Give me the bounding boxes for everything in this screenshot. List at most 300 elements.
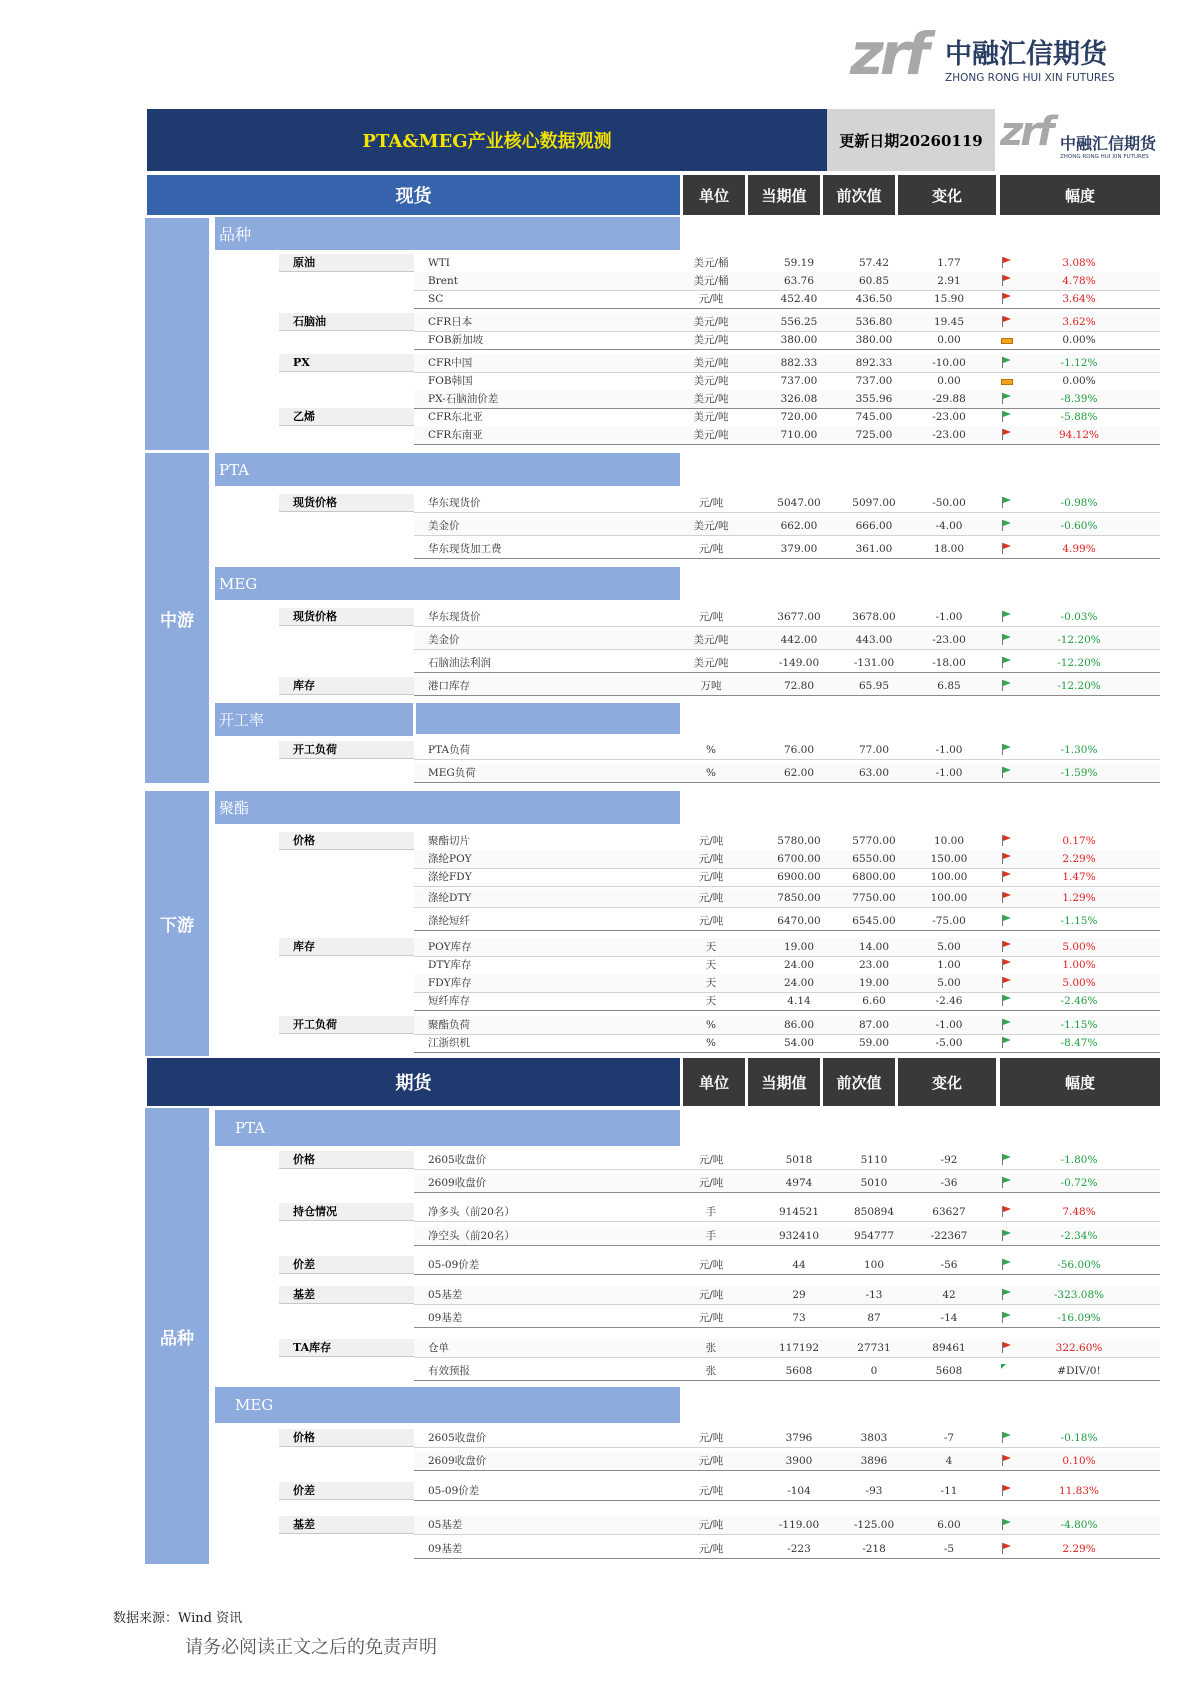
fut-col-head-change: 变化	[898, 1058, 996, 1106]
red-flag-icon	[1000, 956, 1014, 974]
previous-value: 850894	[853, 1206, 895, 1218]
pct-value: 5.00%	[1062, 941, 1096, 953]
change-value: 5.00	[937, 941, 961, 953]
change-value: -1.00	[935, 1019, 963, 1031]
unit-value: 手	[705, 1206, 717, 1218]
table-row	[414, 1362, 1160, 1381]
row-category-label: 基差	[279, 1516, 414, 1534]
table-row	[414, 1309, 1160, 1328]
table-row	[414, 1256, 1160, 1275]
table-row	[414, 1540, 1160, 1559]
table-row	[414, 426, 1160, 445]
current-value: 5047.00	[777, 497, 821, 509]
change-value: -1.00	[935, 767, 963, 779]
row-category-label: 现货价格	[279, 494, 414, 512]
row-category-label: 库存	[279, 938, 414, 956]
unit-value: 元/吨	[698, 892, 724, 904]
green-flag-icon	[1000, 1516, 1014, 1534]
current-value: 29	[792, 1289, 806, 1301]
company-logo-top	[850, 20, 1120, 88]
futures-sidebar: 品种	[145, 1108, 209, 1564]
item-name: 2609收盘价	[428, 1455, 487, 1467]
previous-value: -218	[862, 1543, 886, 1555]
change-value: 5608	[935, 1365, 963, 1377]
unit-value: 美元/吨	[693, 316, 729, 328]
red-flag-icon	[1000, 272, 1014, 290]
unit-value: 元/吨	[698, 835, 724, 847]
row-category-label: 价差	[279, 1256, 414, 1274]
change-value: -29.88	[932, 393, 966, 405]
row-category-label: PX	[279, 354, 414, 372]
change-value: 4	[945, 1455, 953, 1467]
table-row	[414, 956, 1160, 975]
previous-value: 737.00	[855, 375, 893, 387]
futures-section-title: 期货	[147, 1058, 680, 1106]
change-value: -23.00	[932, 411, 966, 423]
table-row	[414, 677, 1160, 696]
previous-value: 14.00	[858, 941, 890, 953]
pct-value: 3.62%	[1062, 316, 1096, 328]
table-row	[414, 313, 1160, 332]
change-value: -23.00	[932, 429, 966, 441]
unit-value: 张	[705, 1365, 717, 1377]
previous-value: -13	[865, 1289, 883, 1301]
fut-col-head-current: 当期值	[748, 1058, 820, 1106]
row-category-label: TA库存	[279, 1339, 414, 1357]
table-row	[414, 1516, 1160, 1535]
green-flag-icon	[1000, 992, 1014, 1010]
table-row	[414, 741, 1160, 760]
error-triangle-icon	[1000, 1362, 1014, 1380]
unit-value: 美元/桶	[693, 275, 729, 287]
current-value: 3796	[785, 1432, 813, 1444]
item-name: 涤纶短纤	[428, 915, 470, 927]
table-row	[414, 631, 1160, 650]
unit-value: 元/吨	[698, 497, 724, 509]
green-flag-icon	[1000, 1227, 1014, 1245]
item-name: 华东现货价	[428, 497, 481, 509]
pct-value: 94.12%	[1058, 429, 1100, 441]
pct-value: -12.20%	[1057, 634, 1101, 646]
company-logo-small	[1000, 109, 1165, 171]
row-category-label: 价差	[279, 1482, 414, 1500]
current-value: 86.00	[783, 1019, 815, 1031]
current-value: 3677.00	[777, 611, 821, 623]
previous-value: 7750.00	[852, 892, 896, 904]
pct-value: -1.59%	[1060, 767, 1098, 779]
current-value: 662.00	[780, 520, 818, 532]
change-value: -18.00	[932, 657, 966, 669]
change-value: 6.85	[937, 680, 961, 692]
item-name: 聚酯负荷	[428, 1019, 470, 1031]
table-row	[414, 254, 1160, 273]
group-pta-spot: PTA	[215, 453, 680, 486]
change-value: 100.00	[930, 871, 968, 883]
current-value: 62.00	[783, 767, 815, 779]
previous-value: 23.00	[858, 959, 890, 971]
change-value: -2.46	[935, 995, 963, 1007]
red-flag-icon	[1000, 313, 1014, 331]
green-flag-icon	[1000, 764, 1014, 782]
pct-value: 7.48%	[1062, 1206, 1096, 1218]
item-name: 2605收盘价	[428, 1154, 487, 1166]
item-name: 05-09价差	[428, 1485, 480, 1497]
pct-value: 2.29%	[1062, 1543, 1096, 1555]
pct-value: #DIV/0!	[1057, 1365, 1101, 1377]
current-value: 73	[792, 1312, 806, 1324]
unit-value: 天	[705, 995, 717, 1007]
logo-letters: zrf	[850, 20, 926, 88]
previous-value: 892.33	[855, 357, 893, 369]
current-value: 4.14	[787, 995, 811, 1007]
group-polyester: 聚酯	[215, 791, 680, 824]
previous-value: 65.95	[858, 680, 890, 692]
previous-value: -131.00	[853, 657, 895, 669]
pct-value: 3.64%	[1062, 293, 1096, 305]
red-flag-icon	[1000, 290, 1014, 308]
current-value: 63.76	[783, 275, 815, 287]
item-name: CFR中国	[428, 357, 473, 369]
table-row	[414, 1151, 1160, 1170]
green-flag-icon	[1000, 912, 1014, 930]
unit-value: 美元/吨	[693, 393, 729, 405]
previous-value: 666.00	[855, 520, 893, 532]
spot-section-title: 现货	[147, 175, 680, 215]
previous-value: 100	[863, 1259, 885, 1271]
item-name: CFR东北亚	[428, 411, 483, 423]
previous-value: 6800.00	[852, 871, 896, 883]
green-flag-icon	[1000, 1151, 1014, 1169]
green-flag-icon	[1000, 654, 1014, 672]
change-value: 0.00	[937, 375, 961, 387]
update-date: 更新日期20260119	[827, 109, 995, 171]
unit-value: 美元/吨	[693, 634, 729, 646]
col-head-unit: 单位	[683, 175, 745, 215]
report-title: PTA&MEG产业核心数据观测	[147, 109, 827, 171]
table-row	[414, 1339, 1160, 1358]
current-value: 59.19	[783, 257, 815, 269]
item-name: 05基差	[428, 1289, 463, 1301]
group-variety: 品种	[215, 217, 680, 250]
col-head-pct: 幅度	[1000, 175, 1160, 215]
col-head-current: 当期值	[748, 175, 820, 215]
current-value: -149.00	[778, 657, 820, 669]
pct-value: -1.15%	[1060, 1019, 1098, 1031]
green-flag-icon	[1000, 494, 1014, 512]
pct-value: -8.47%	[1060, 1037, 1098, 1049]
table-row	[414, 850, 1160, 869]
unit-value: 元/吨	[698, 1455, 724, 1467]
table-row	[414, 290, 1160, 309]
pct-value: 322.60%	[1055, 1342, 1103, 1354]
row-category-label: 石脑油	[279, 313, 414, 331]
current-value: 6900.00	[777, 871, 821, 883]
current-value: 452.40	[780, 293, 818, 305]
red-flag-icon	[1000, 1540, 1014, 1558]
previous-value: 6.60	[862, 995, 886, 1007]
red-flag-icon	[1000, 426, 1014, 444]
unit-value: 元/吨	[698, 1312, 724, 1324]
previous-value: 725.00	[855, 429, 893, 441]
pct-value: 11.83%	[1058, 1485, 1100, 1497]
company-name-en-small: ZHONG RONG HUI XIN FUTURES	[1060, 154, 1149, 160]
previous-value: 380.00	[855, 334, 893, 346]
current-value: 54.00	[783, 1037, 815, 1049]
previous-value: 3803	[860, 1432, 888, 1444]
green-flag-icon	[1000, 1429, 1014, 1447]
current-value: 76.00	[783, 744, 815, 756]
item-name: 涤纶FDY	[428, 871, 472, 883]
change-value: 42	[942, 1289, 956, 1301]
unit-value: 元/吨	[698, 1432, 724, 1444]
table-row	[414, 540, 1160, 559]
pct-value: 0.00%	[1062, 334, 1096, 346]
previous-value: 355.96	[855, 393, 893, 405]
red-flag-icon	[1000, 938, 1014, 956]
red-flag-icon	[1000, 1452, 1014, 1470]
previous-value: 5770.00	[852, 835, 896, 847]
group-rate-extension	[416, 703, 680, 734]
unit-value: 美元/吨	[693, 657, 729, 669]
current-value: 7850.00	[777, 892, 821, 904]
pct-value: -1.15%	[1060, 915, 1098, 927]
row-category-label: 原油	[279, 254, 414, 272]
pct-value: -1.80%	[1060, 1154, 1098, 1166]
item-name: PX-石脑油价差	[428, 393, 499, 405]
col-head-previous: 前次值	[823, 175, 895, 215]
current-value: 4974	[785, 1177, 813, 1189]
pct-value: 2.29%	[1062, 853, 1096, 865]
red-flag-icon	[1000, 540, 1014, 558]
current-value: 710.00	[780, 429, 818, 441]
pct-value: 1.47%	[1062, 871, 1096, 883]
item-name: DTY库存	[428, 959, 472, 971]
table-row	[414, 1034, 1160, 1053]
row-category-label: 价格	[279, 1151, 414, 1169]
item-name: FOB新加坡	[428, 334, 484, 346]
item-name: 有效预报	[428, 1365, 470, 1377]
sidebar-upstream	[145, 218, 209, 450]
table-row	[414, 1452, 1160, 1471]
table-row	[414, 331, 1160, 350]
unit-value: 元/吨	[698, 611, 724, 623]
fut-col-head-previous: 前次值	[823, 1058, 895, 1106]
unit-value: 元/吨	[698, 915, 724, 927]
item-name: 05基差	[428, 1519, 463, 1531]
change-value: 63627	[932, 1206, 966, 1218]
group-rate: 开工率	[215, 703, 413, 736]
pct-value: 0.00%	[1062, 375, 1096, 387]
row-category-label: 价格	[279, 1429, 414, 1447]
green-flag-icon	[1000, 741, 1014, 759]
previous-value: 361.00	[855, 543, 893, 555]
current-value: 5608	[785, 1365, 813, 1377]
previous-value: 3678.00	[852, 611, 896, 623]
red-flag-icon	[1000, 868, 1014, 886]
table-row	[414, 764, 1160, 783]
change-value: 150.00	[930, 853, 968, 865]
table-row	[414, 974, 1160, 993]
group-meg-spot: MEG	[215, 567, 680, 600]
logo-letters-small: zrf	[1000, 109, 1052, 155]
change-value: 2.91	[937, 275, 961, 287]
unit-value: 元/吨	[698, 1485, 724, 1497]
current-value: 3900	[785, 1455, 813, 1467]
green-flag-icon	[1000, 390, 1014, 408]
change-value: 1.77	[937, 257, 961, 269]
row-category-label: 持仓情况	[279, 1203, 414, 1221]
row-category-label: 开工负荷	[279, 1016, 414, 1034]
table-row	[414, 1016, 1160, 1035]
table-row	[414, 1227, 1160, 1246]
unit-value: 美元/吨	[693, 520, 729, 532]
unit-value: 美元/桶	[693, 257, 729, 269]
current-value: 19.00	[783, 941, 815, 953]
table-row	[414, 608, 1160, 627]
current-value: 72.80	[783, 680, 815, 692]
table-row	[414, 1482, 1160, 1501]
red-flag-icon	[1000, 1482, 1014, 1500]
table-row	[414, 832, 1160, 851]
unit-value: %	[706, 744, 716, 756]
item-name: 2605收盘价	[428, 1432, 487, 1444]
item-name: 涤纶POY	[428, 853, 472, 865]
red-flag-icon	[1000, 254, 1014, 272]
change-value: -10.00	[932, 357, 966, 369]
item-name: 09基差	[428, 1543, 463, 1555]
change-value: 0.00	[937, 334, 961, 346]
previous-value: 57.42	[858, 257, 890, 269]
current-value: 882.33	[780, 357, 818, 369]
change-value: 15.90	[933, 293, 965, 305]
green-flag-icon	[1000, 1256, 1014, 1274]
previous-value: 27731	[857, 1342, 891, 1354]
unit-value: 元/吨	[698, 1543, 724, 1555]
previous-value: 87	[867, 1312, 881, 1324]
sidebar-midstream: 中游	[145, 453, 209, 783]
change-value: -11	[940, 1485, 958, 1497]
pct-value: 5.00%	[1062, 977, 1096, 989]
unit-value: 元/吨	[698, 543, 724, 555]
table-row	[414, 517, 1160, 536]
item-name: FDY库存	[428, 977, 472, 989]
previous-value: 0	[870, 1365, 878, 1377]
table-row	[414, 1203, 1160, 1222]
group-meg-futures: MEG	[215, 1387, 680, 1423]
pct-value: -16.09%	[1057, 1312, 1101, 1324]
company-name-cn-small: 中融汇信期货	[1060, 134, 1157, 153]
change-value: -23.00	[932, 634, 966, 646]
pct-value: -56.00%	[1057, 1259, 1101, 1271]
unit-value: 元/吨	[698, 853, 724, 865]
table-row	[414, 938, 1160, 957]
previous-value: 87.00	[858, 1019, 890, 1031]
current-value: 380.00	[780, 334, 818, 346]
unit-value: 元/吨	[698, 1519, 724, 1531]
green-flag-icon	[1000, 608, 1014, 626]
unit-value: %	[706, 1037, 716, 1049]
current-value: 326.08	[780, 393, 818, 405]
unit-value: 元/吨	[698, 1154, 724, 1166]
red-flag-icon	[1000, 1203, 1014, 1221]
change-value: 19.45	[933, 316, 965, 328]
current-value: 442.00	[780, 634, 818, 646]
pct-value: -0.18%	[1060, 1432, 1098, 1444]
pct-value: 1.29%	[1062, 892, 1096, 904]
previous-value: 77.00	[858, 744, 890, 756]
previous-value: 60.85	[858, 275, 890, 287]
green-flag-icon	[1000, 1016, 1014, 1034]
col-head-change: 变化	[898, 175, 996, 215]
table-row	[414, 1174, 1160, 1193]
item-name: SC	[428, 293, 444, 305]
table-row	[414, 408, 1160, 427]
green-flag-icon	[1000, 354, 1014, 372]
change-value: -56	[940, 1259, 958, 1271]
row-category-label: 乙烯	[279, 408, 414, 426]
pct-value: -12.20%	[1057, 657, 1101, 669]
table-row	[414, 390, 1160, 409]
previous-value: 745.00	[855, 411, 893, 423]
disclaimer: 请务必阅读正文之后的免责声明	[185, 1637, 437, 1658]
change-value: 89461	[932, 1342, 966, 1354]
change-value: -7	[943, 1432, 955, 1444]
current-value: 914521	[778, 1206, 820, 1218]
fut-col-head-pct: 幅度	[1000, 1058, 1160, 1106]
item-name: POY库存	[428, 941, 472, 953]
item-name: 05-09价差	[428, 1259, 480, 1271]
change-value: -5	[943, 1543, 955, 1555]
current-value: 6700.00	[777, 853, 821, 865]
pct-value: -5.88%	[1060, 411, 1098, 423]
current-value: 556.25	[780, 316, 818, 328]
red-flag-icon	[1000, 889, 1014, 907]
item-name: 净多头（前20名）	[428, 1206, 515, 1218]
pct-value: -2.34%	[1060, 1230, 1098, 1242]
table-row	[414, 272, 1160, 291]
current-value: 44	[792, 1259, 806, 1271]
previous-value: 63.00	[858, 767, 890, 779]
green-flag-icon	[1000, 1174, 1014, 1192]
item-name: 涤纶DTY	[428, 892, 472, 904]
item-name: WTI	[428, 257, 450, 269]
change-value: -14	[940, 1312, 958, 1324]
item-name: 美金价	[428, 520, 460, 532]
item-name: CFR东南亚	[428, 429, 483, 441]
previous-value: 5110	[860, 1154, 888, 1166]
current-value: 5018	[785, 1154, 813, 1166]
unit-value: %	[706, 1019, 716, 1031]
change-value: -50.00	[932, 497, 966, 509]
item-name: PTA负荷	[428, 744, 471, 756]
item-name: 短纤库存	[428, 995, 470, 1007]
red-flag-icon	[1000, 1339, 1014, 1357]
item-name: 聚酯切片	[428, 835, 470, 847]
current-value: 6470.00	[777, 915, 821, 927]
red-flag-icon	[1000, 832, 1014, 850]
table-row	[414, 372, 1160, 391]
unit-value: 美元/吨	[693, 411, 729, 423]
row-category-label: 基差	[279, 1286, 414, 1304]
pct-value: -2.46%	[1060, 995, 1098, 1007]
previous-value: 59.00	[858, 1037, 890, 1049]
previous-value: 3896	[860, 1455, 888, 1467]
table-row	[414, 868, 1160, 887]
unit-value: 元/吨	[698, 1289, 724, 1301]
table-row	[414, 889, 1160, 908]
previous-value: 536.80	[855, 316, 893, 328]
pct-value: -0.72%	[1060, 1177, 1098, 1189]
